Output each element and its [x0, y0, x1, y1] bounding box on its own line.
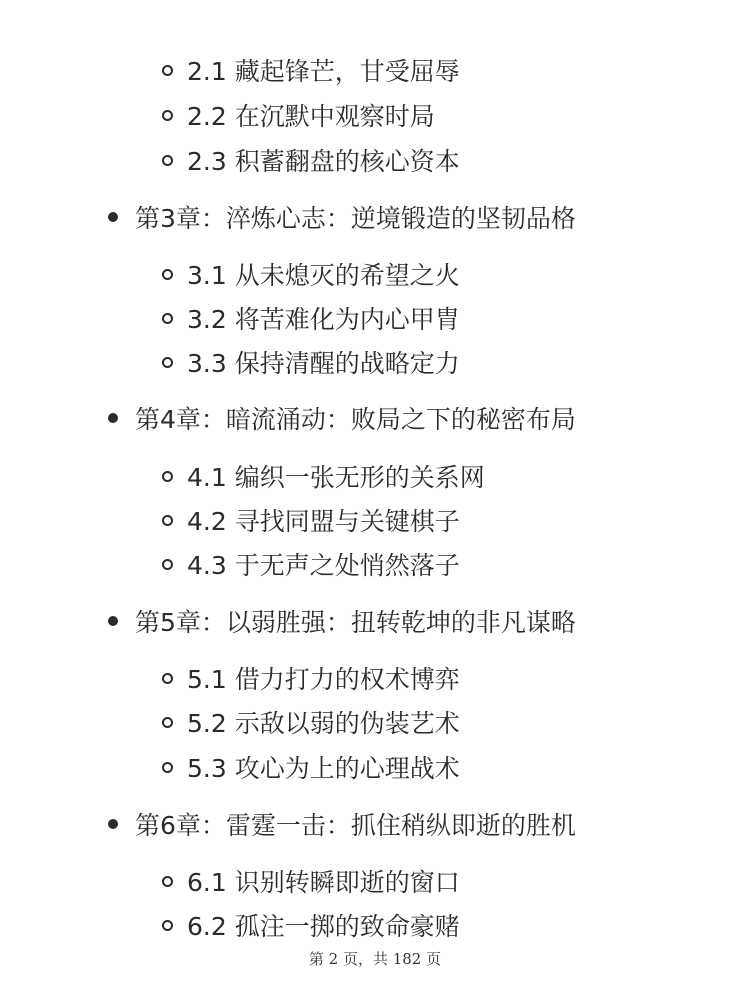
hollow-bullet-icon — [162, 717, 173, 728]
hollow-bullet-icon — [162, 269, 173, 280]
toc-chapter-3[interactable] — [108, 197, 576, 237]
hollow-bullet-icon — [162, 673, 173, 684]
toc-section-6-1[interactable] — [162, 861, 460, 901]
toc-section-4-2[interactable] — [162, 500, 460, 540]
toc-section-label: 2.2 在沉默中观察时局 — [187, 102, 435, 131]
toc-chapter-label: 第5章：以弱胜强：扭转乾坤的非凡谋略 — [135, 608, 576, 637]
toc-chapter-6[interactable] — [108, 804, 576, 844]
toc-section-5-3[interactable] — [162, 747, 460, 787]
page-number-footer: 第 2 页，共 182 页 — [308, 950, 442, 968]
hollow-bullet-icon — [162, 876, 173, 887]
toc-section-label: 3.1 从未熄灭的希望之火 — [187, 261, 460, 290]
toc-section-2-2[interactable] — [162, 95, 435, 135]
toc-section-3-1[interactable] — [162, 254, 460, 294]
toc-section-label: 5.1 借力打力的权术博弈 — [187, 665, 460, 694]
toc-chapter-5[interactable] — [108, 601, 576, 641]
toc-section-label: 2.1 藏起锋芒，甘受屈辱 — [187, 57, 460, 86]
hollow-bullet-icon — [162, 920, 173, 931]
toc-section-4-1[interactable] — [162, 456, 485, 496]
hollow-bullet-icon — [162, 313, 173, 324]
toc-section-label: 2.3 积蓄翻盘的核心资本 — [187, 147, 460, 176]
toc-section-label: 5.2 示敌以弱的伪装艺术 — [187, 709, 460, 738]
toc-section-label: 3.3 保持清醒的战略定力 — [187, 349, 460, 378]
hollow-bullet-icon — [162, 471, 173, 482]
toc-chapter-label: 第4章：暗流涌动：败局之下的秘密布局 — [135, 405, 576, 434]
toc-section-3-2[interactable] — [162, 298, 460, 338]
toc-section-5-1[interactable] — [162, 658, 460, 698]
toc-section-label: 6.2 孤注一掷的致命豪赌 — [187, 912, 460, 941]
hollow-bullet-icon — [162, 65, 173, 76]
filled-bullet-icon — [108, 413, 118, 423]
toc-section-label: 4.1 编织一张无形的关系网 — [187, 463, 485, 492]
hollow-bullet-icon — [162, 515, 173, 526]
toc-section-label: 4.2 寻找同盟与关键棋子 — [187, 507, 460, 536]
hollow-bullet-icon — [162, 762, 173, 773]
toc-section-label: 4.3 于无声之处悄然落子 — [187, 551, 460, 580]
toc-section-label: 3.2 将苦难化为内心甲胄 — [187, 305, 460, 334]
toc-section-4-3[interactable] — [162, 544, 460, 584]
hollow-bullet-icon — [162, 559, 173, 570]
hollow-bullet-icon — [162, 357, 173, 368]
toc-chapter-label: 第6章：雷霆一击：抓住稍纵即逝的胜机 — [135, 811, 576, 840]
toc-section-label: 5.3 攻心为上的心理战术 — [187, 754, 460, 783]
filled-bullet-icon — [108, 212, 118, 222]
toc-section-label: 6.1 识别转瞬即逝的窗口 — [187, 868, 460, 897]
toc-section-5-2[interactable] — [162, 702, 460, 742]
toc-section-6-2[interactable] — [162, 905, 460, 945]
toc-chapter-label: 第3章：淬炼心志：逆境锻造的坚韧品格 — [135, 204, 576, 233]
toc-section-2-1[interactable] — [162, 50, 460, 90]
filled-bullet-icon — [108, 616, 118, 626]
filled-bullet-icon — [108, 819, 118, 829]
toc-section-2-3[interactable] — [162, 140, 460, 180]
hollow-bullet-icon — [162, 110, 173, 121]
toc-section-3-3[interactable] — [162, 342, 460, 382]
hollow-bullet-icon — [162, 155, 173, 166]
toc-chapter-4[interactable] — [108, 398, 576, 438]
